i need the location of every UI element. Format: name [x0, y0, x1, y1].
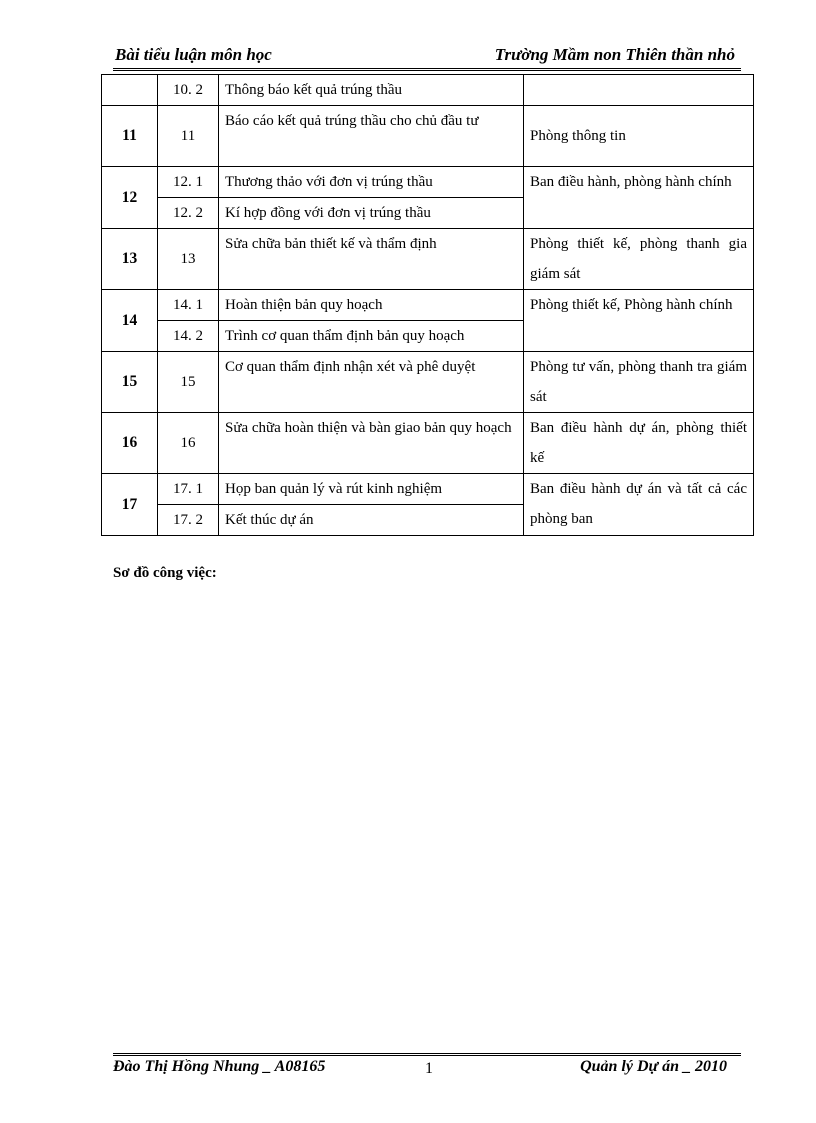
- task-group-number: 14: [102, 290, 158, 352]
- task-owner: Phòng thiết kế, phòng thanh gia giám sát: [524, 229, 754, 290]
- footer-course: Quản lý Dự án _ 2010: [580, 1058, 727, 1075]
- table-row: [102, 413, 754, 474]
- table-row: [102, 106, 754, 167]
- task-group-number: 17: [102, 474, 158, 536]
- task-group-number: 15: [102, 352, 158, 413]
- table-row: [102, 474, 754, 505]
- footer-author: Đào Thị Hồng Nhung _ A08165: [113, 1058, 326, 1075]
- task-group-number: 11: [102, 106, 158, 167]
- task-description: Họp ban quản lý và rút kinh nghiệm: [219, 474, 524, 505]
- task-description: Thương thảo với đơn vị trúng thầu: [219, 167, 524, 198]
- task-description: Hoàn thiện bản quy hoạch: [219, 290, 524, 321]
- task-owner: Phòng thông tin: [524, 106, 754, 167]
- task-sub-number: 15: [158, 352, 219, 413]
- task-group-number: 16: [102, 413, 158, 474]
- page-header: [113, 44, 739, 70]
- task-group-number: 13: [102, 229, 158, 290]
- page-number: 1: [425, 1060, 433, 1077]
- table-row: [102, 75, 754, 106]
- table-row: [102, 290, 754, 321]
- task-description: Sửa chữa bản thiết kế và thẩm định: [219, 229, 524, 290]
- header-divider: [113, 68, 741, 71]
- task-description: Kết thúc dự án: [219, 505, 524, 536]
- table-row: [102, 167, 754, 198]
- task-group-number: [102, 75, 158, 106]
- task-sub-number: 13: [158, 229, 219, 290]
- page-footer: [113, 1058, 741, 1082]
- task-sub-number: 12. 1: [158, 167, 219, 198]
- task-sub-number: 14. 2: [158, 321, 219, 352]
- task-description: Kí hợp đồng với đơn vị trúng thầu: [219, 198, 524, 229]
- task-sub-number: 16: [158, 413, 219, 474]
- task-sub-number: 17. 2: [158, 505, 219, 536]
- task-owner: Ban điều hành dự án và tất cả các phòng ban: [524, 474, 754, 536]
- task-description: Thông báo kết quả trúng thầu: [219, 75, 524, 106]
- header-course-title: Bài tiểu luận môn học: [115, 45, 272, 64]
- task-group-number: 12: [102, 167, 158, 229]
- task-owner: Phòng tư vấn, phòng thanh tra giám sát: [524, 352, 754, 413]
- task-description: Sửa chữa hoàn thiện và bàn giao bản quy hoạch: [219, 413, 524, 474]
- footer-divider: [113, 1053, 741, 1056]
- task-sub-number: 12. 2: [158, 198, 219, 229]
- task-table: [101, 74, 754, 536]
- task-sub-number: 14. 1: [158, 290, 219, 321]
- task-sub-number: 11: [158, 106, 219, 167]
- section-heading: Sơ đồ công việc:: [113, 565, 217, 581]
- task-description: Cơ quan thẩm định nhận xét và phê duyệt: [219, 352, 524, 413]
- header-school-name: Trường Mầm non Thiên thần nhỏ: [494, 45, 735, 64]
- task-description: Báo cáo kết quả trúng thầu cho chủ đầu tư: [219, 106, 524, 167]
- task-sub-number: 10. 2: [158, 75, 219, 106]
- task-owner: Ban điều hành dự án, phòng thiết kế: [524, 413, 754, 474]
- table-row: [102, 352, 754, 413]
- task-sub-number: 17. 1: [158, 474, 219, 505]
- task-description: Trình cơ quan thẩm định bản quy hoạch: [219, 321, 524, 352]
- task-owner: Phòng thiết kế, Phòng hành chính: [524, 290, 754, 352]
- table-row: [102, 229, 754, 290]
- task-owner: Ban điều hành, phòng hành chính: [524, 167, 754, 229]
- task-owner: [524, 75, 754, 106]
